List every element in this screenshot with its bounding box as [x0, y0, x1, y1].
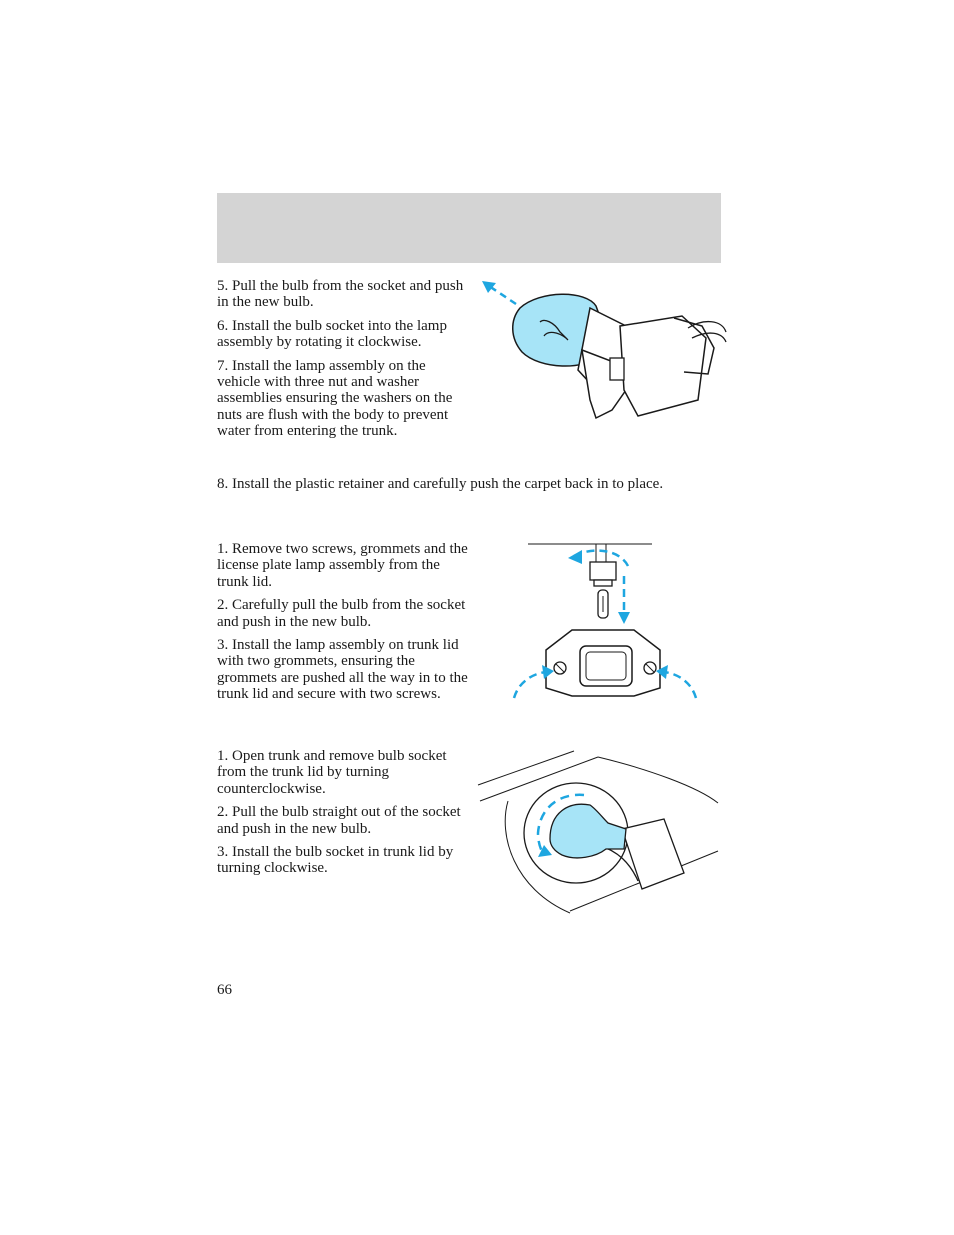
bulb-removal-diagram-icon [482, 281, 726, 418]
lamp-assembly-diagram-icon [514, 544, 696, 698]
trunk-step-1-text: 1. Open trunk and remove bulb socket from the trunk lid by turning counterclockwise. [217, 748, 447, 797]
license-step-1-text: 1. Remove two screws, grommets and the license plate lamp assembly from the trunk lid. [217, 541, 468, 590]
socket-rotation-diagram-icon [478, 751, 718, 913]
trunk-step-2-text: 2. Pull the bulb straight out of the socket and push in the new bulb. [217, 804, 461, 837]
procedure-steps-group-3 [217, 748, 475, 884]
step-8-text: 8. Install the plastic retainer and carefully push the carpet back in to place. [217, 476, 664, 492]
procedure-steps-group-1 [217, 278, 472, 447]
step-5-text: 5. Pull the bulb from the socket and push in the new bulb. [217, 278, 464, 311]
section-header-band [217, 193, 721, 263]
license-step-2-text: 2. Carefully pull the bulb from the socket and push in the new bulb. [217, 597, 466, 630]
license-plate-lamp-illustration [510, 538, 700, 703]
license-step-3-text: 3. Install the lamp assembly on trunk lid with two grommets, ensuring the grommets are pushed all the way in to the trunk lid and secure with two screws. [217, 637, 468, 703]
trunk-socket-illustration [478, 745, 723, 915]
trunk-step-3-text: 3. Install the bulb socket in trunk lid by turning clockwise. [217, 844, 454, 877]
bulb-socket-illustration [478, 278, 726, 438]
page-number: 66 [217, 982, 232, 998]
procedure-steps-group-2 [217, 541, 472, 710]
step-6-text: 6. Install the bulb socket into the lamp assembly by rotating it clockwise. [217, 317, 447, 351]
step-7-text: 7. Install the lamp assembly on the vehicle with three nut and washer assemblies ensuring the washers on the nuts are flush with the body to prevent water from entering the trunk. [217, 357, 453, 440]
